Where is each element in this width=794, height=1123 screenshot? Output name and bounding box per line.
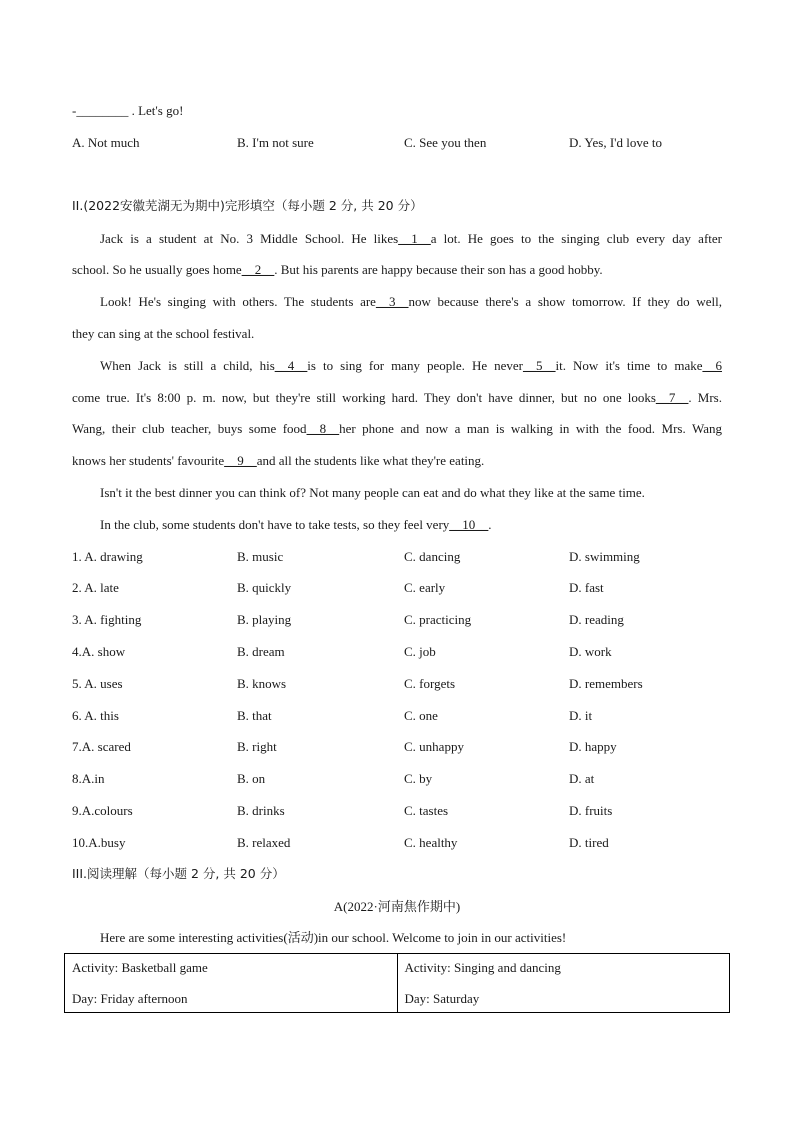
- question-8-option-d: D. at: [569, 771, 595, 786]
- blank-7: __7__: [655, 390, 689, 405]
- blank-10: __10__: [449, 517, 489, 532]
- answer-blank: ________: [76, 103, 129, 118]
- question-10-option-b: B. relaxed: [237, 835, 291, 850]
- prompt-prefix: -: [72, 103, 77, 118]
- question-7-option-c: C. unhappy: [404, 739, 464, 754]
- passage-line: knows her students' favourite__9__and all the students like what they're eating.: [72, 453, 485, 468]
- question-5-option-b: B. knows: [237, 676, 287, 691]
- question-9-option-c: C. tastes: [404, 803, 449, 818]
- section-heading-cloze: II.(2022安徽芜湖无为期中)完形填空（每小题 2 分, 共 20 分）: [72, 198, 423, 213]
- question-10-option-a: 10.A.busy: [72, 835, 126, 850]
- question-9-option-b: B. drinks: [237, 803, 285, 818]
- question-4-option-b: B. dream: [237, 644, 285, 659]
- activity-day: Day: Saturday: [404, 991, 480, 1006]
- activity-table: [64, 953, 730, 1013]
- question-3-option-a: 3. A. fighting: [72, 612, 142, 627]
- option-b: B. I'm not sure: [237, 135, 314, 150]
- question-2-option-a: 2. A. late: [72, 580, 119, 595]
- question-1-option-a: 1. A. drawing: [72, 549, 143, 564]
- question-3-option-d: D. reading: [569, 612, 624, 627]
- passage-line: Jack is a student at No. 3 Middle School. He likes__1__a lot. He goes to the singing club every day after: [100, 231, 722, 246]
- table-row: [65, 954, 730, 1013]
- question-3-option-b: B. playing: [237, 612, 292, 627]
- reading-intro: Here are some interesting activities(活动)in our school. Welcome to join in our activities!: [100, 930, 567, 945]
- question-7-option-a: 7.A. scared: [72, 739, 131, 754]
- blank-8: __8__: [306, 421, 340, 436]
- activity-cell: [65, 954, 398, 1013]
- passage-line: Wang, their club teacher, buys some food__8__her phone and now a man is walking in with the food. Mrs. Wang: [72, 421, 722, 436]
- question-9-option-d: D. fruits: [569, 803, 613, 818]
- option-c: C. See you then: [404, 135, 487, 150]
- passage-line: come true. It's 8:00 p. m. now, but they're still working hard. They don't have dinner, but no one looks__7__. Mrs.: [72, 390, 722, 405]
- question-8-option-b: B. on: [237, 771, 266, 786]
- blank-2: __2__: [241, 262, 275, 277]
- prompt-text: . Let's go!: [128, 103, 184, 118]
- question-10-option-d: D. tired: [569, 835, 609, 850]
- activity-cell: [397, 954, 730, 1013]
- reading-subtitle: A(2022·河南焦作期中): [333, 899, 461, 914]
- question-2-option-b: B. quickly: [237, 580, 292, 595]
- option-d: D. Yes, I'd love to: [569, 135, 662, 150]
- question-2-option-c: C. early: [404, 580, 446, 595]
- question-4-option-c: C. job: [404, 644, 436, 659]
- question-2-option-d: D. fast: [569, 580, 604, 595]
- blank-9: __9__: [224, 453, 257, 468]
- question-5-option-d: D. remembers: [569, 676, 643, 691]
- question-7-option-b: B. right: [237, 739, 277, 754]
- question-6-option-c: C. one: [404, 708, 438, 723]
- question-5-option-c: C. forgets: [404, 676, 456, 691]
- activity-name: Activity: Basketball game: [72, 960, 208, 975]
- blank-6: __6: [702, 358, 722, 373]
- question-1-option-b: B. music: [237, 549, 284, 564]
- question-1-option-d: D. swimming: [569, 549, 640, 564]
- question-3-option-c: C. practicing: [404, 612, 472, 627]
- question-6-option-d: D. it: [569, 708, 593, 723]
- passage-line: they can sing at the school festival.: [72, 326, 255, 341]
- question-4-option-a: 4.A. show: [72, 644, 126, 659]
- blank-1: __1__: [398, 231, 431, 246]
- question-10-option-c: C. healthy: [404, 835, 458, 850]
- passage-line: In the club, some students don't have to take tests, so they feel very__10__.: [100, 517, 492, 532]
- question-8-option-a: 8.A.in: [72, 771, 105, 786]
- prev-question-prompt: [72, 103, 183, 119]
- passage-line: When Jack is still a child, his__4__is to sing for many people. He never__5__it. Now it's time to make__6: [100, 358, 722, 373]
- passage-line: Look! He's singing with others. The students are__3__now because there's a show tomorrow. If they do well,: [100, 294, 722, 309]
- blank-5: __5__: [523, 358, 556, 373]
- question-4-option-d: D. work: [569, 644, 612, 659]
- question-5-option-a: 5. A. uses: [72, 676, 123, 691]
- question-9-option-a: 9.A.colours: [72, 803, 133, 818]
- passage-line: school. So he usually goes home__2__. But his parents are happy because their son has a good hobby.: [72, 262, 603, 277]
- question-1-option-c: C. dancing: [404, 549, 461, 564]
- question-6-option-b: B. that: [237, 708, 272, 723]
- question-6-option-a: 6. A. this: [72, 708, 119, 723]
- question-7-option-d: D. happy: [569, 739, 617, 754]
- blank-3: __3__: [375, 294, 409, 309]
- option-a: A. Not much: [72, 135, 140, 150]
- section-heading-reading: III.阅读理解（每小题 2 分, 共 20 分）: [72, 866, 285, 881]
- question-8-option-c: C. by: [404, 771, 433, 786]
- activity-day: Day: Friday afternoon: [72, 991, 188, 1006]
- passage-line: Isn't it the best dinner you can think of? Not many people can eat and do what they like at the same time.: [100, 485, 645, 500]
- blank-4: __4__: [274, 358, 308, 373]
- activity-name: Activity: Singing and dancing: [404, 960, 561, 975]
